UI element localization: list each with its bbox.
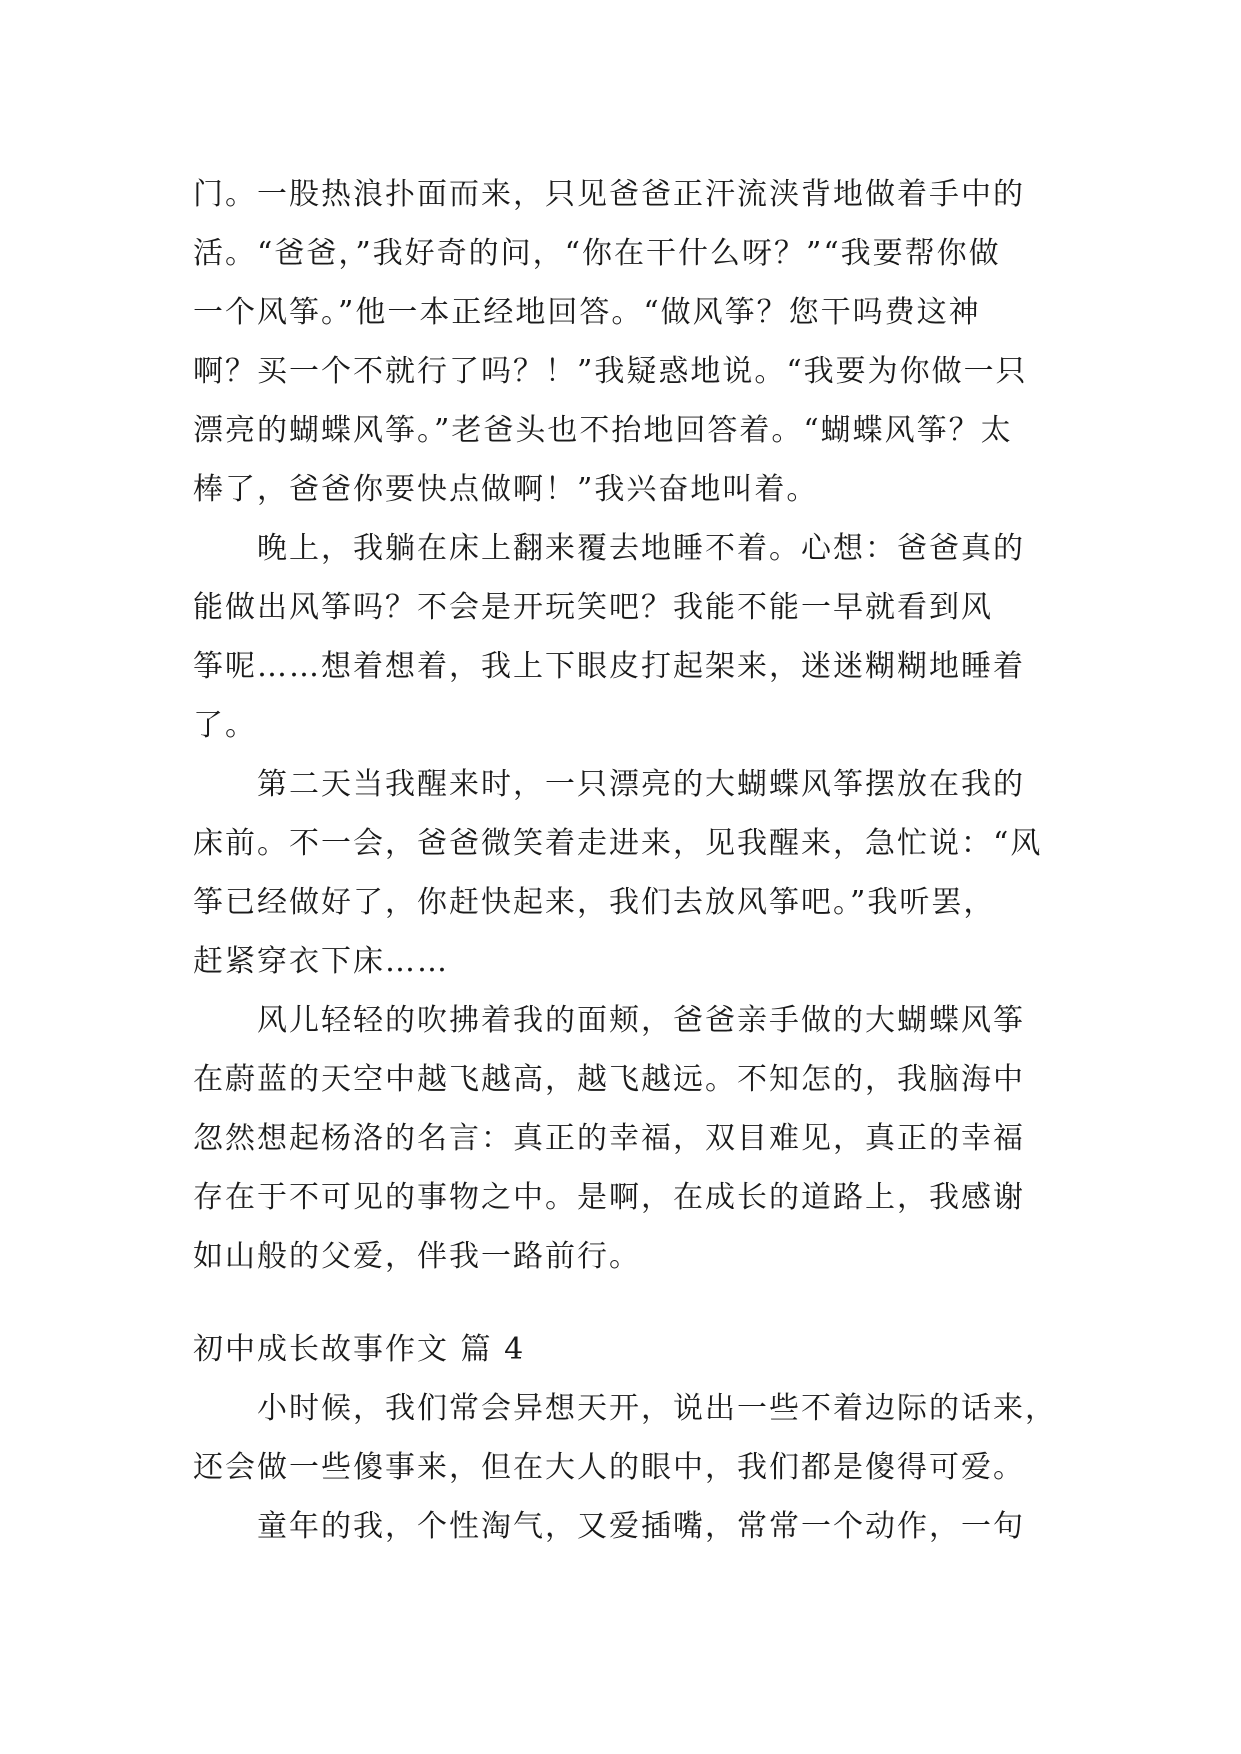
text-line: 床前。不一会，爸爸微笑着走进来，见我醒来，急忙说：“风	[193, 826, 1043, 861]
text-line: 风儿轻轻的吹拂着我的面颊，爸爸亲手做的大蝴蝶风筝	[257, 1003, 1025, 1038]
text-line: 在蔚蓝的天空中越飞越高，越飞越远。不知怎的，我脑海中	[193, 1062, 1025, 1097]
story-part-3	[193, 165, 1055, 1286]
text-line: 能做出风筝吗？不会是开玩笑吧？我能不能一早就看到风	[193, 590, 993, 625]
text-line: 还会做一些傻事来，但在大人的眼中，我们都是傻得可爱。	[193, 1450, 1025, 1485]
text-line: 存在于不可见的事物之中。是啊，在成长的道路上，我感谢	[193, 1180, 1025, 1215]
text-line: 一个风筝。”他一本正经地回答。“做风筝？您干吗费这神	[193, 295, 981, 330]
text-line: 筝呢……想着想着，我上下眼皮打起架来，迷迷糊糊地睡着	[193, 649, 1025, 684]
story-part-4	[193, 1379, 1055, 1556]
text-line: 忽然想起杨洛的名言：真正的幸福，双目难见，真正的幸福	[193, 1121, 1025, 1156]
text-line: 小时候，我们常会异想天开，说出一些不着边际的话来，	[257, 1391, 1057, 1426]
text-line: 第二天当我醒来时，一只漂亮的大蝴蝶风筝摆放在我的	[257, 767, 1025, 802]
text-line: 啊？买一个不就行了吗？！”我疑惑地说。“我要为你做一只	[193, 354, 1028, 389]
text-line: 活。“爸爸，”我好奇的问，“你在干什么呀？”“我要帮你做	[193, 236, 1001, 271]
section-heading: 初中成长故事作文 篇 4	[193, 1332, 526, 1367]
text-line: 筝已经做好了，你赶快起来，我们去放风筝吧。”我听罢，	[193, 885, 996, 920]
text-line: 如山般的父爱，伴我一路前行。	[193, 1239, 641, 1274]
text-line: 门。一股热浪扑面而来，只见爸爸正汗流浃背地做着手中的	[193, 177, 1025, 212]
text-line: 漂亮的蝴蝶风筝。”老爸头也不抬地回答着。“蝴蝶风筝？太	[193, 413, 1013, 448]
text-line: 了。	[193, 708, 257, 743]
text-line: 赶紧穿衣下床……	[193, 944, 449, 979]
text-line: 棒了，爸爸你要快点做啊！”我兴奋地叫着。	[193, 472, 819, 507]
text-line: 童年的我，个性淘气，又爱插嘴，常常一个动作，一句	[257, 1509, 1025, 1544]
text-line: 晚上，我躺在床上翻来覆去地睡不着。心想：爸爸真的	[257, 531, 1025, 566]
